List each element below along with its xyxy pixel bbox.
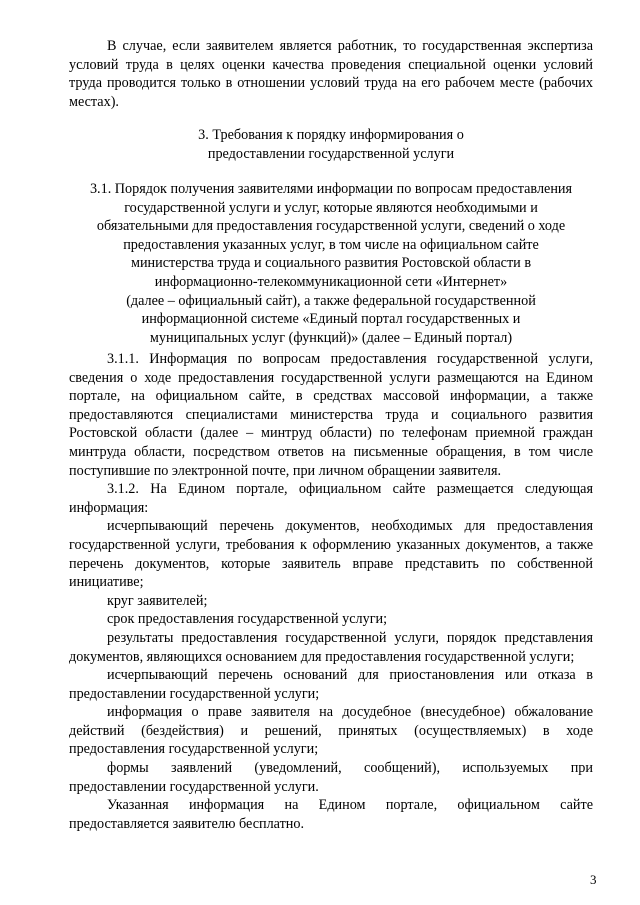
section-3-1-line: государственной услуги и услуг, которые являются необходимыми и: [124, 199, 538, 216]
section-3-1-line: 3.1. Порядок получения заявителями информации по вопросам предоставления: [89, 181, 573, 197]
section-3-1-line: информационной системе «Единый портал государственных и: [141, 311, 521, 328]
intro-block: [69, 37, 593, 111]
list-item: исчерпывающий перечень документов, необходимых для предоставления государственной услуги, требования к оформлению указанных документов, а также перечень документов, которые заявитель вправе представить по собственной инициативе;: [69, 518, 593, 591]
section-3-1-line: информационно-телекоммуникационной сети «Интернет»: [154, 273, 508, 290]
section-3-1-line: предоставления указанных услуг, в том числе на официальном сайте: [123, 236, 539, 253]
body-block: [69, 350, 593, 833]
page-number: 3: [590, 872, 597, 887]
section-3-title-line-2: предоставлении государственной услуги: [207, 145, 455, 162]
list-item: формы заявлений (уведомлений, сообщений), используемых при предоставлении государственной услуги.: [69, 760, 593, 795]
list-item: исчерпывающий перечень оснований для приостановления или отказа в предоставлении государственной услуги;: [69, 667, 593, 702]
section-3-1-heading: [69, 180, 593, 347]
section-3-1-line: муниципальных услуг (функций)» (далее – Единый портал): [149, 329, 513, 346]
section-3-1-line: обязательными для предоставления государственной услуги, сведений о ходе: [96, 218, 566, 235]
section-3-title-line-1: 3. Требования к порядку информирования о: [198, 127, 464, 143]
closing-paragraph: Указанная информация на Едином портале, официальном сайте предоставляется заявителю бесплатно.: [69, 797, 593, 832]
list-item: информация о праве заявителя на досудебное (внесудебное) обжалование действий (бездействия) и решений, принятых (осуществляемых) в ходе предоставления государственной услуги;: [69, 704, 593, 758]
list-item: круг заявителей;: [107, 592, 208, 609]
list-item: результаты предоставления государственной услуги, порядок представления документов, являющихся основанием для предоставления государственной услуги;: [69, 629, 593, 665]
list-item: срок предоставления государственной услуги;: [107, 611, 388, 628]
paragraph-3-1-2: 3.1.2. На Едином портале, официальном сайте размещается следующая информация:: [69, 481, 593, 516]
intro-paragraph: В случае, если заявителем является работник, то государственная экспертиза условий труда в целях оценки качества проведения специальной оценки условий труда проводится только в отношении условий труда на его рабочем месте (рабочих местах).: [69, 38, 593, 110]
paragraph-3-1-1: 3.1.1. Информация по вопросам предоставления государственной услуги, сведения о ходе предоставления государственной услуги размещаются на Едином портале, на официальном сайте, в средствах массовой информации, а также предоставляются специалистами министерства труда и социального развития Ростовской области (далее – минтруд области) по телефонам приемной граждан минтруда области, посредством ответов на письменные обращения, в том числе поступившие по электронной почте, при личном обращении заявителя.: [69, 351, 593, 479]
section-3-1-line: (далее – официальный сайт), а также федеральной государственной: [126, 292, 536, 309]
section-3-heading: [69, 126, 593, 163]
section-3-1-line: министерства труда и социального развития Ростовской области в: [130, 255, 532, 272]
